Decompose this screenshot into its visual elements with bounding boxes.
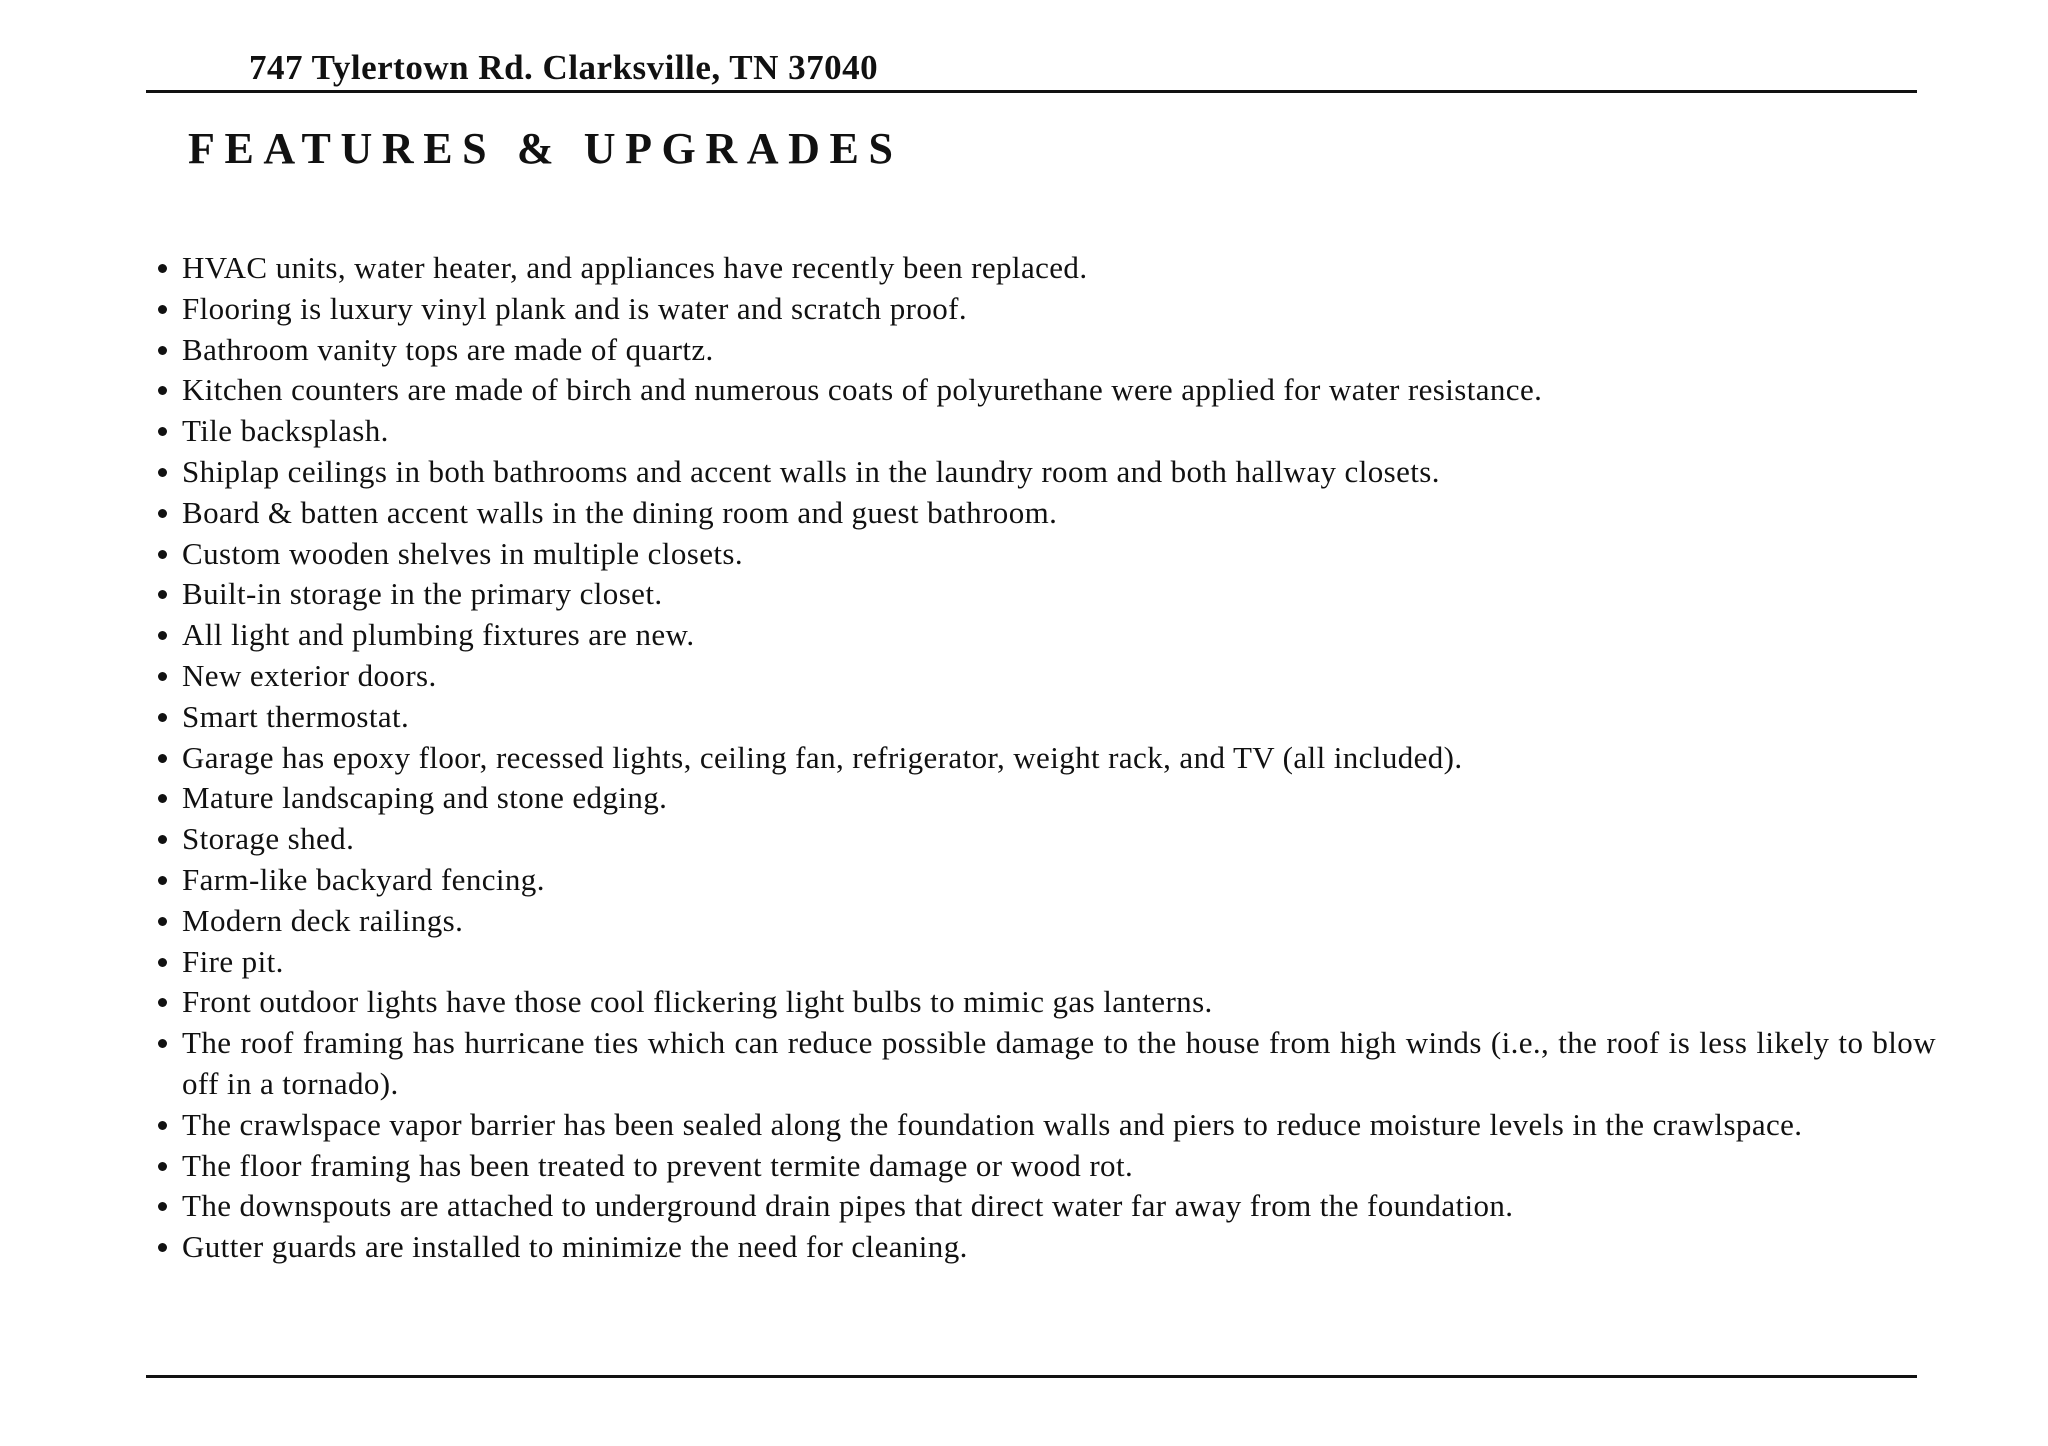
list-item [146,901,1936,942]
feature-text: All light and plumbing fixtures are new. [182,617,695,653]
list-item [146,574,1936,615]
feature-text: The crawlspace vapor barrier has been sealed along the foundation walls and piers to reduce moisture levels in the crawlspace. [182,1106,1803,1142]
list-item [146,778,1936,819]
list-item [146,248,1936,289]
bullet-icon [158,754,167,763]
bullet-icon [158,305,167,314]
feature-text: Flooring is luxury vinyl plank and is water and scratch proof. [182,290,968,326]
property-address: 747 Tylertown Rd. Clarksville, TN 37040 [249,48,879,87]
bullet-icon [158,631,167,640]
list-item [146,534,1936,575]
feature-text: The roof framing has hurricane ties which can reduce possible damage to the house from high winds (i.e., the roof is less likely to blow off in a tornado). [182,1025,1936,1101]
feature-text: Front outdoor lights have those cool flickering light bulbs to mimic gas lanterns. [182,984,1213,1020]
list-item [146,860,1936,901]
list-item [146,1105,1936,1146]
list-item [146,411,1936,452]
list-item [146,697,1936,738]
feature-text: Gutter guards are installed to minimize the need for cleaning. [182,1229,968,1265]
bullet-icon [158,1202,167,1211]
bullet-icon [158,346,167,355]
feature-text: Board & batten accent walls in the dining room and guest bathroom. [182,494,1058,530]
bullet-icon [158,917,167,926]
bullet-icon [158,590,167,599]
feature-text: Mature landscaping and stone edging. [182,780,668,816]
bullet-icon [158,264,167,273]
page-title: FEATURES & UPGRADES [188,124,903,173]
bullet-icon [158,835,167,844]
feature-text: The floor framing has been treated to prevent termite damage or wood rot. [182,1147,1134,1183]
list-item [146,1023,1936,1105]
features-list [146,248,1936,1268]
list-item [146,370,1936,411]
list-item [146,942,1936,983]
list-item [146,330,1936,371]
feature-text: Shiplap ceilings in both bathrooms and accent walls in the laundry room and both hallway closets. [182,453,1440,489]
list-item [146,1146,1936,1187]
feature-text: HVAC units, water heater, and appliances have recently been replaced. [182,250,1088,285]
bullet-icon [158,794,167,803]
list-item [146,1186,1936,1227]
feature-text: Custom wooden shelves in multiple closets. [182,535,743,571]
bullet-icon [158,672,167,681]
feature-text: Smart thermostat. [182,698,410,734]
bullet-icon [158,1243,167,1252]
feature-text: Modern deck railings. [182,902,464,938]
feature-text: Storage shed. [182,821,355,857]
list-item [146,615,1936,656]
feature-text: Built-in storage in the primary closet. [182,576,663,612]
header-divider [146,90,1917,93]
bullet-icon [158,427,167,436]
footer-divider [146,1375,1917,1378]
bullet-icon [158,1162,167,1171]
bullet-icon [158,1121,167,1130]
bullet-icon [158,998,167,1007]
feature-text: Kitchen counters are made of birch and numerous coats of polyurethane were applied for water resistance. [182,372,1543,408]
list-item [146,452,1936,493]
feature-text: Farm-like backyard fencing. [182,861,545,897]
list-item [146,1227,1936,1268]
bullet-icon [158,386,167,395]
list-item [146,656,1936,697]
list-item [146,289,1936,330]
bullet-icon [158,1039,167,1048]
bullet-icon [158,468,167,477]
feature-text: Bathroom vanity tops are made of quartz. [182,331,714,367]
list-item [146,738,1936,779]
bullet-icon [158,876,167,885]
feature-text: Fire pit. [182,943,284,979]
feature-text: Garage has epoxy floor, recessed lights, ceiling fan, refrigerator, weight rack, and TV (all included). [182,739,1463,775]
list-item [146,493,1936,534]
bullet-icon [158,550,167,559]
bullet-icon [158,713,167,722]
bullet-icon [158,958,167,967]
feature-text: New exterior doors. [182,657,437,693]
list-item [146,819,1936,860]
feature-text: The downspouts are attached to underground drain pipes that direct water far away from the foundation. [182,1188,1514,1224]
feature-text: Tile backsplash. [182,413,389,449]
list-item [146,982,1936,1023]
bullet-icon [158,509,167,518]
